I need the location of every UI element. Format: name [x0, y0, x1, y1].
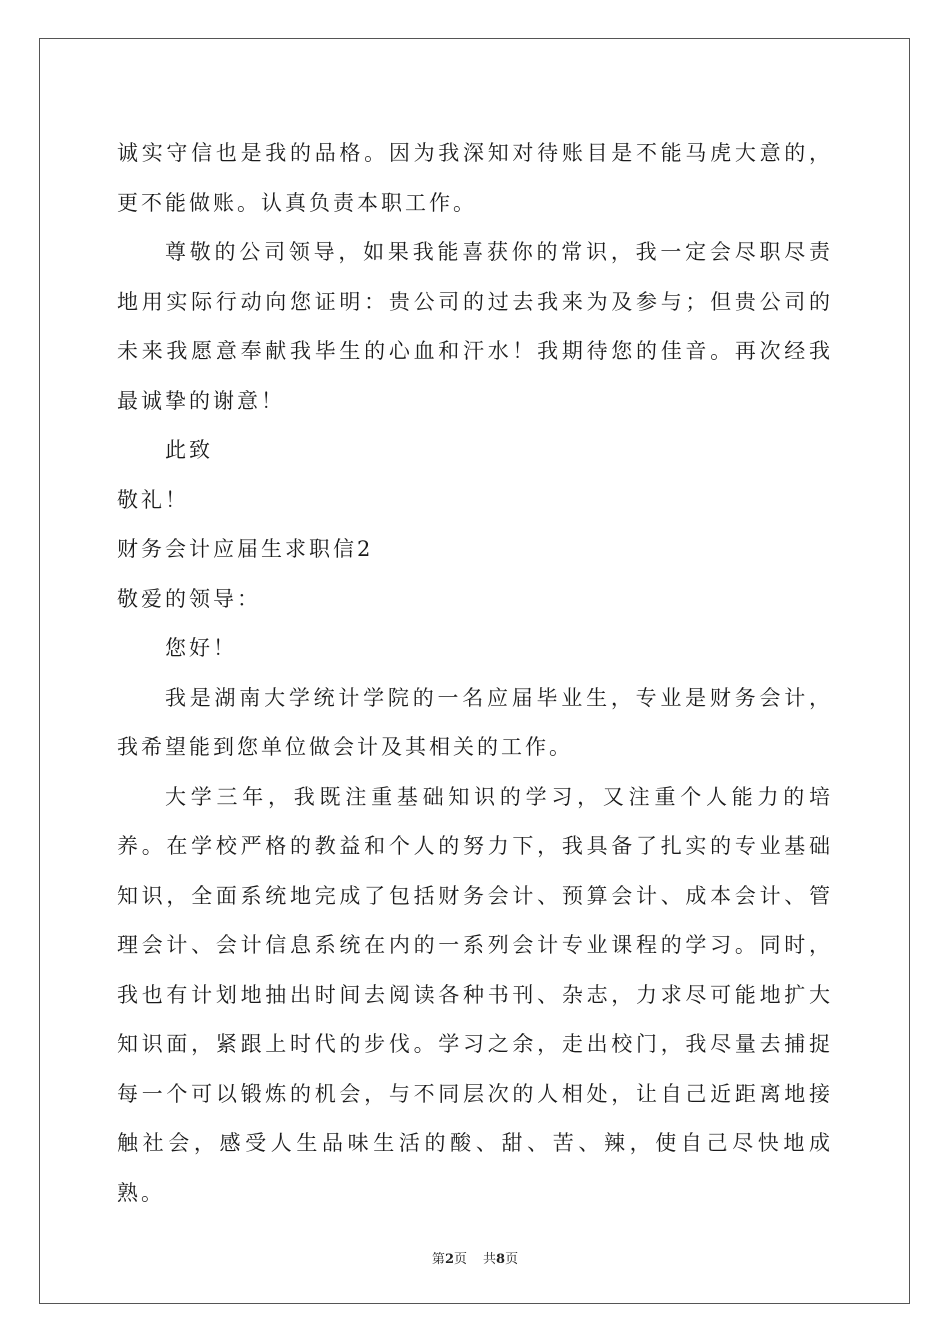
current-page-number: 2 — [444, 1252, 454, 1267]
document-body — [117, 129, 833, 1218]
page-prefix: 第 — [431, 1252, 445, 1267]
section-title: 财务会计应届生求职信2 — [117, 537, 374, 561]
paragraph: 大学三年，我既注重基础知识的学习，又注重个人能力的培养。在学校严格的教益和个人的努力下，我具备了扎实的专业基础知识，全面系统地完成了包括财务会计、预算会计、成本会计、管理会计、会计信息系统在内的一系列会计专业课程的学习。同时，我也有计划地抽出时间去阅读各种书刊、杂志，力求尽可能地扩大知识面，紧跟上时代的步伐。学习之余，走出校门，我尽量去捕捉每一个可以锻炼的机会，与不同层次的人相处，让自己近距离地接触社会，感受人生品味生活的酸、甜、苦、辣，使自己尽快地成熟。 — [117, 784, 833, 1205]
total-prefix: 共 — [483, 1252, 497, 1267]
closing-regards: 敬礼！ — [117, 487, 189, 512]
total-page-number: 8 — [496, 1252, 506, 1267]
total-suffix: 页 — [505, 1252, 519, 1267]
paragraph: 尊敬的公司领导，如果我能喜获你的常识，我一定会尽职尽责地用实际行动向您证明：贵公司的过去我来为及参与；但贵公司的未来我愿意奉献我毕生的心血和汗水！我期待您的佳音。再次经我最诚挚的谢意！ — [117, 240, 833, 413]
page-suffix: 页 — [453, 1252, 467, 1267]
closing-salutation: 此致 — [165, 438, 213, 462]
greeting-hello: 您好！ — [165, 636, 237, 660]
paragraph: 我是湖南大学统计学院的一名应届毕业生，专业是财务会计，我希望能到您单位做会计及其相关的工作。 — [117, 685, 833, 759]
paragraph: 诚实守信也是我的品格。因为我深知对待账目是不能马虎大意的，更不能做账。认真负责本职工作。 — [117, 141, 833, 215]
greeting: 敬爱的领导： — [117, 586, 261, 611]
page-footer — [0, 1248, 950, 1267]
